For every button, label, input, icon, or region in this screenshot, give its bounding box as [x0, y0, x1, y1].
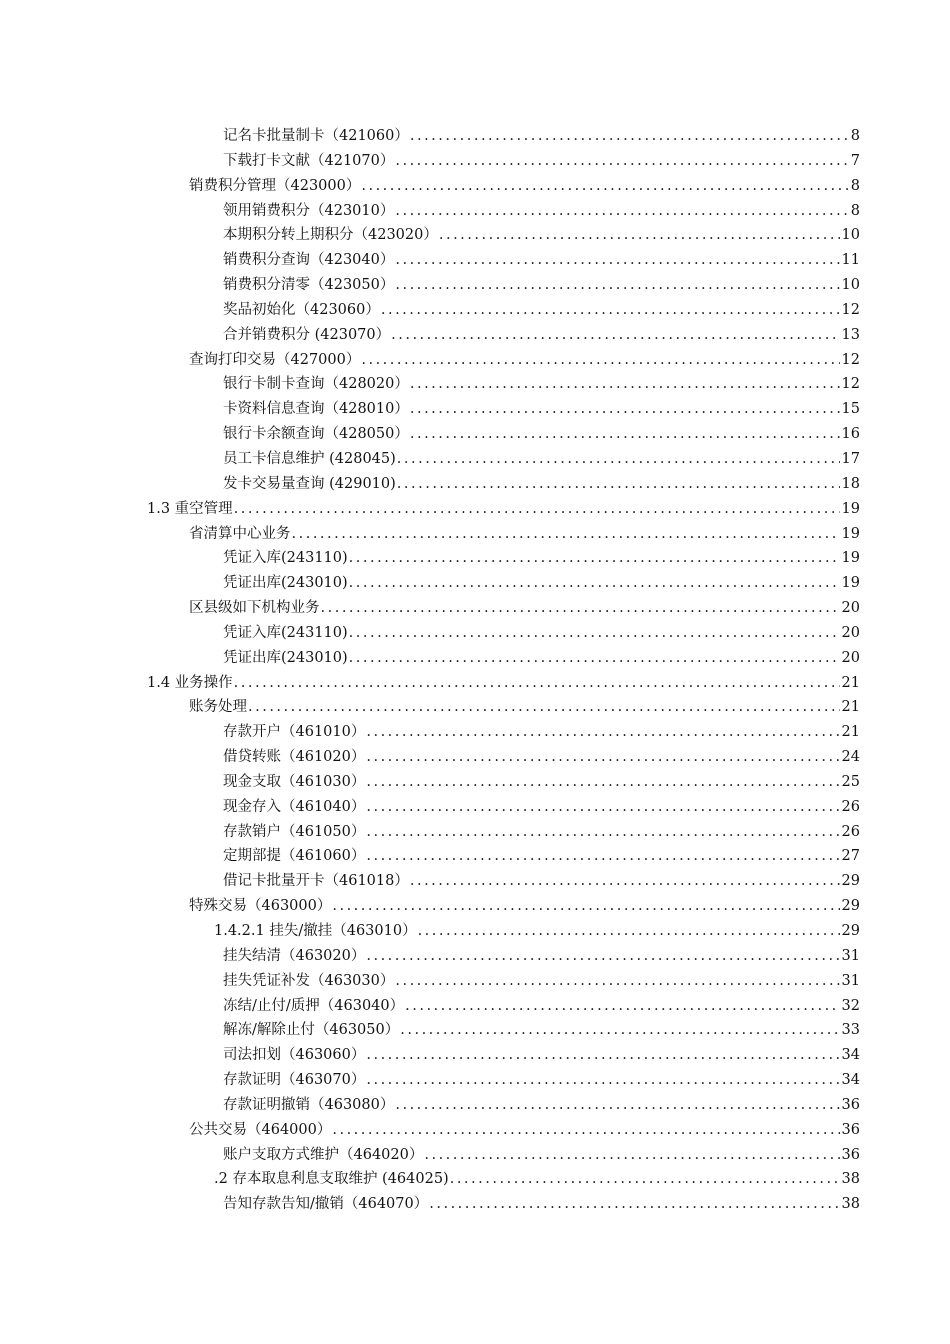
toc-entry[interactable]	[0, 1118, 860, 1143]
toc-entry[interactable]	[0, 348, 860, 373]
toc-entry-page-number: 26	[841, 823, 860, 840]
toc-entry-page-number: 36	[841, 1096, 860, 1113]
toc-entry-title: 特殊交易（463000）	[189, 898, 332, 915]
toc-entry-title: 现金存入（461040）	[223, 798, 366, 815]
toc-entry-page-number: 10	[841, 227, 860, 244]
toc-entry-page-number: 19	[841, 500, 860, 517]
dot-leader	[410, 372, 840, 397]
dot-leader	[395, 273, 839, 298]
toc-entry-page-number: 8	[850, 202, 860, 219]
toc-entry-title: 定期部提（461060）	[223, 848, 366, 865]
toc-entry-page-number: 24	[841, 749, 860, 766]
toc-entry-title: 司法扣划（463060）	[223, 1047, 366, 1064]
toc-entry[interactable]	[0, 621, 860, 646]
toc-entry-page-number: 36	[841, 1121, 860, 1138]
toc-entry[interactable]	[0, 795, 860, 820]
dot-leader	[366, 745, 839, 770]
toc-entry-page-number: 31	[841, 947, 860, 964]
toc-entry-title: .2 存本取息利息支取维护 (464025)	[214, 1171, 449, 1188]
toc-entry[interactable]	[0, 248, 860, 273]
table-of-contents	[0, 124, 950, 1217]
toc-entry[interactable]	[0, 1192, 860, 1217]
dot-leader	[366, 795, 839, 820]
toc-entry-title: 1.4 业务操作	[147, 674, 233, 691]
toc-entry-title: 存款证明撤销（463080）	[223, 1096, 395, 1113]
toc-entry-page-number: 25	[841, 773, 860, 790]
toc-entry[interactable]	[0, 174, 860, 199]
dot-leader	[349, 571, 840, 596]
toc-entry-page-number: 27	[841, 848, 860, 865]
toc-entry-title: 存款开户（461010）	[223, 724, 366, 741]
toc-entry[interactable]	[0, 1093, 860, 1118]
toc-entry-title: 销费积分清零（423050）	[223, 277, 395, 294]
dot-leader	[349, 621, 840, 646]
toc-entry[interactable]	[0, 994, 860, 1019]
toc-entry-page-number: 16	[841, 426, 860, 443]
toc-entry-title: 账户支取方式维护（464020）	[223, 1146, 424, 1163]
toc-entry[interactable]	[0, 844, 860, 869]
toc-entry[interactable]	[0, 522, 860, 547]
toc-entry-title: 1.4.2.1 挂失/撤挂（463010）	[214, 923, 417, 939]
toc-entry-title: 存款证明（463070）	[223, 1072, 366, 1089]
toc-entry-title: 区县级如下机构业务	[189, 600, 320, 617]
dot-leader	[292, 522, 840, 547]
dot-leader	[410, 124, 849, 149]
toc-entry-page-number: 19	[841, 575, 860, 592]
toc-entry[interactable]	[0, 149, 860, 174]
toc-entry-title: 银行卡制卡查询（428020）	[223, 376, 409, 393]
toc-entry[interactable]	[0, 820, 860, 845]
toc-entry[interactable]	[0, 1043, 860, 1068]
toc-entry-title: 1.3 重空管理	[147, 500, 233, 517]
toc-entry-title: 解冻/解除止付（463050）	[223, 1022, 400, 1039]
toc-entry[interactable]	[0, 671, 860, 696]
toc-entry-title: 账务处理	[189, 699, 247, 716]
dot-leader	[248, 695, 840, 720]
toc-entry[interactable]	[0, 472, 860, 497]
toc-entry[interactable]	[0, 1167, 860, 1192]
toc-entry-page-number: 8	[850, 177, 860, 194]
dot-leader	[366, 770, 839, 795]
toc-entry-title: 凭证入库(243110)	[223, 624, 348, 641]
toc-entry[interactable]	[0, 372, 860, 397]
toc-entry-title: 借贷转账（461020）	[223, 749, 366, 766]
toc-entry-title: 销费积分查询（423040）	[223, 252, 395, 269]
toc-entry[interactable]	[0, 422, 860, 447]
toc-entry[interactable]	[0, 919, 860, 944]
toc-entry-title: 卡资料信息查询（428010）	[223, 401, 409, 418]
toc-entry-page-number: 10	[841, 277, 860, 294]
toc-entry[interactable]	[0, 124, 860, 149]
dot-leader	[381, 298, 840, 323]
toc-entry[interactable]	[0, 695, 860, 720]
toc-entry-title: 存款销户（461050）	[223, 823, 366, 840]
dot-leader	[391, 323, 839, 348]
dot-leader	[418, 919, 840, 944]
dot-leader	[395, 248, 839, 273]
toc-entry-title: 告知存款告知/撤销（464070）	[223, 1196, 429, 1213]
dot-leader	[234, 671, 840, 696]
toc-entry-page-number: 15	[841, 401, 860, 418]
dot-leader	[397, 472, 840, 497]
toc-entry[interactable]	[0, 1143, 860, 1168]
dot-leader	[349, 546, 840, 571]
dot-leader	[366, 1068, 839, 1093]
toc-entry-title: 挂失凭证补发（463030）	[223, 972, 395, 989]
toc-entry-page-number: 34	[841, 1047, 860, 1064]
dot-leader	[424, 1143, 839, 1168]
toc-entry-page-number: 21	[841, 724, 860, 741]
toc-entry-page-number: 20	[841, 624, 860, 641]
toc-entry-page-number: 18	[841, 475, 860, 492]
toc-entry-title: 本期积分转上期积分（423020）	[223, 227, 438, 244]
dot-leader	[361, 174, 848, 199]
toc-entry-page-number: 29	[841, 923, 860, 939]
toc-entry-page-number: 13	[841, 326, 860, 343]
toc-entry-title: 下载打卡文献（421070）	[223, 152, 395, 169]
toc-entry[interactable]	[0, 1068, 860, 1093]
dot-leader	[410, 422, 840, 447]
dot-leader	[400, 1018, 839, 1043]
toc-entry[interactable]	[0, 596, 860, 621]
dot-leader	[321, 596, 840, 621]
toc-entry-page-number: 20	[841, 600, 860, 617]
toc-entry-page-number: 21	[841, 674, 860, 691]
toc-entry-page-number: 11	[841, 252, 860, 269]
toc-entry-title: 销费积分管理（423000）	[189, 177, 361, 194]
toc-entry[interactable]	[0, 944, 860, 969]
toc-entry-title: 领用销费积分（423010）	[223, 202, 395, 219]
toc-entry-title: 现金支取（461030）	[223, 773, 366, 790]
toc-entry-title: 公共交易（464000）	[189, 1121, 332, 1138]
toc-entry[interactable]	[0, 447, 860, 472]
toc-entry-title: 凭证入库(243110)	[223, 550, 348, 567]
toc-entry[interactable]	[0, 223, 860, 248]
toc-entry[interactable]	[0, 497, 860, 522]
dot-leader	[332, 894, 839, 919]
toc-entry-page-number: 12	[841, 376, 860, 393]
dot-leader	[395, 969, 839, 994]
toc-entry-page-number: 21	[841, 699, 860, 716]
toc-entry[interactable]	[0, 397, 860, 422]
dot-leader	[234, 497, 840, 522]
toc-entry[interactable]	[0, 546, 860, 571]
toc-entry[interactable]	[0, 298, 860, 323]
toc-entry-title: 冻结/止付/质押（463040）	[223, 997, 405, 1014]
toc-entry[interactable]	[0, 770, 860, 795]
toc-entry[interactable]	[0, 894, 860, 919]
toc-entry-title: 借记卡批量开卡（461018）	[223, 873, 409, 890]
toc-entry[interactable]	[0, 646, 860, 671]
toc-entry[interactable]	[0, 571, 860, 596]
toc-entry[interactable]	[0, 720, 860, 745]
toc-entry-title: 员工卡信息维护 (428045)	[223, 450, 396, 467]
toc-entry-title: 发卡交易量查询 (429010)	[223, 475, 396, 492]
toc-entry-title: 合并销费积分 (423070）	[223, 326, 391, 343]
dot-leader	[366, 820, 839, 845]
toc-entry[interactable]	[0, 323, 860, 348]
toc-entry-page-number: 29	[841, 898, 860, 915]
toc-entry[interactable]	[0, 273, 860, 298]
dot-leader	[410, 869, 840, 894]
dot-leader	[450, 1167, 840, 1192]
toc-entry-page-number: 17	[841, 450, 860, 467]
toc-entry[interactable]	[0, 1018, 860, 1043]
toc-entry-title: 挂失结清（463020）	[223, 947, 366, 964]
toc-entry-page-number: 7	[850, 152, 860, 169]
toc-entry-page-number: 38	[841, 1171, 860, 1188]
toc-entry-title: 奖品初始化（423060）	[223, 301, 380, 318]
toc-entry-page-number: 38	[841, 1196, 860, 1213]
toc-entry-page-number: 31	[841, 972, 860, 989]
toc-entry-title: 银行卡余额查询（428050）	[223, 426, 409, 443]
toc-entry[interactable]	[0, 969, 860, 994]
dot-leader	[395, 1093, 839, 1118]
toc-entry-page-number: 32	[841, 997, 860, 1014]
toc-entry-title: 凭证出库(243010)	[223, 575, 348, 592]
toc-entry-page-number: 12	[841, 301, 860, 318]
dot-leader	[349, 646, 840, 671]
toc-entry-page-number: 36	[841, 1146, 860, 1163]
dot-leader	[332, 1118, 839, 1143]
toc-entry-page-number: 20	[841, 649, 860, 666]
dot-leader	[410, 397, 840, 422]
dot-leader	[397, 447, 840, 472]
toc-entry-page-number: 12	[841, 351, 860, 368]
dot-leader	[405, 994, 839, 1019]
dot-leader	[366, 844, 839, 869]
toc-entry-page-number: 26	[841, 798, 860, 815]
dot-leader	[439, 223, 840, 248]
toc-entry-title: 查询打印交易（427000）	[189, 351, 361, 368]
toc-entry[interactable]	[0, 869, 860, 894]
toc-entry-page-number: 8	[850, 128, 860, 144]
toc-entry-page-number: 33	[841, 1022, 860, 1039]
toc-entry[interactable]	[0, 745, 860, 770]
dot-leader	[361, 348, 839, 373]
dot-leader	[429, 1192, 839, 1217]
toc-entry[interactable]	[0, 199, 860, 224]
dot-leader	[366, 1043, 839, 1068]
toc-entry-page-number: 34	[841, 1072, 860, 1089]
dot-leader	[395, 199, 848, 224]
toc-entry-page-number: 19	[841, 550, 860, 567]
dot-leader	[366, 720, 839, 745]
dot-leader	[395, 149, 848, 174]
toc-entry-page-number: 29	[841, 873, 860, 890]
toc-entry-title: 凭证出库(243010)	[223, 649, 348, 666]
dot-leader	[366, 944, 839, 969]
toc-entry-title: 省清算中心业务	[189, 525, 291, 542]
toc-entry-page-number: 19	[841, 525, 860, 542]
toc-entry-title: 记名卡批量制卡（421060）	[223, 128, 409, 144]
